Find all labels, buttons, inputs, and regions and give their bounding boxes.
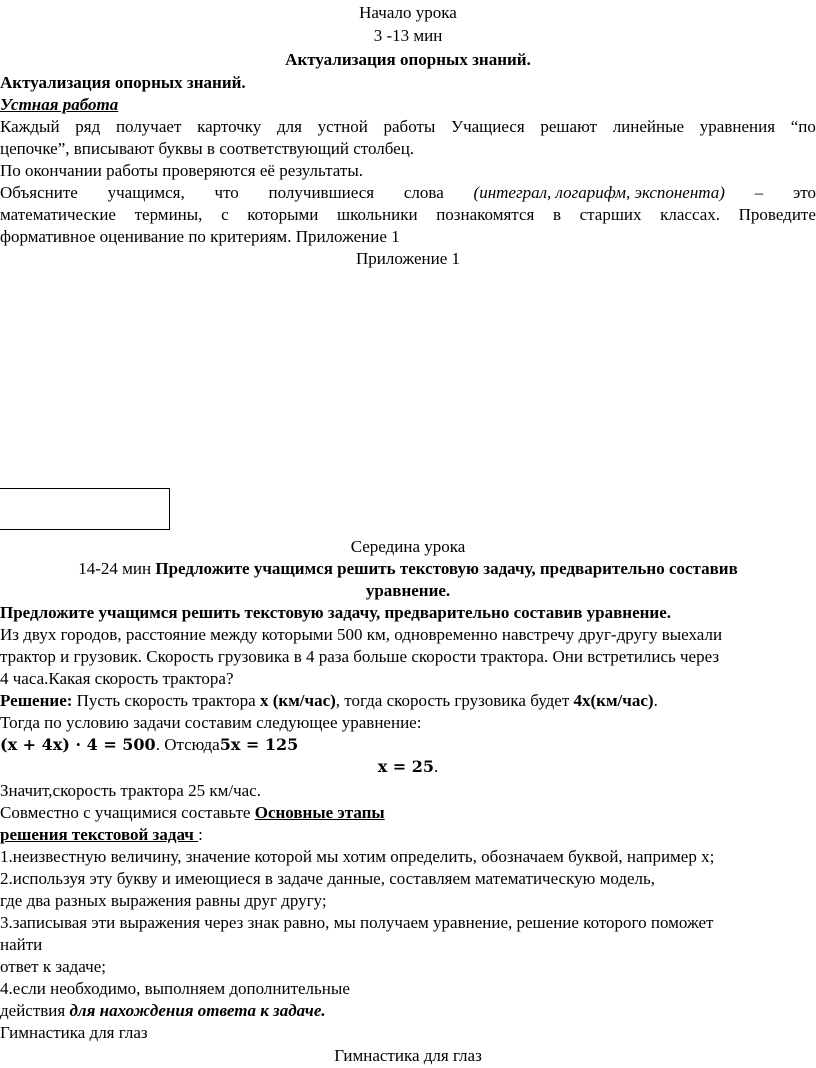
word: Учащиеся	[451, 117, 525, 136]
equation-3: 𝐱 = 𝟐𝟓	[377, 757, 435, 776]
step-3-line-2: найти	[0, 935, 43, 954]
step-2-line-2: где два разных выражения равны друг другу;	[0, 891, 327, 910]
word: это	[792, 183, 816, 202]
equation-3-tail: .	[434, 757, 439, 776]
solution-label: Решение:	[0, 691, 73, 710]
equation-line-1	[0, 734, 298, 756]
step-3-line-1: 3.записывая эти выражения через знак равно, мы получаем уравнение, решение которого поможет	[0, 913, 714, 932]
word: получившиеся	[268, 183, 375, 202]
word: устной	[317, 117, 368, 136]
equation-1-tail: . Отсюда	[155, 735, 220, 754]
task-line-1: Из двух городов, расстояние между которыми 500 км, одновременно навстречу друг-другу выехали	[0, 625, 723, 644]
condition-line: Тогда по условию задачи составим следующее уравнение:	[0, 713, 422, 732]
task-line-2: трактор и грузовик. Скорость грузовика в 4 раза больше скорости трактора. Они встретились через	[0, 647, 720, 666]
eye-gymnastics-line-1	[0, 1022, 148, 1044]
stages-heading-b: решения текстовой задач	[0, 825, 199, 844]
paragraph-1-line-1	[0, 116, 816, 138]
word: Объясните	[0, 183, 78, 202]
section-heading-1: Актуализация опорных знаний.	[0, 73, 246, 92]
word: (интеграл, логарифм, экспонента)	[473, 183, 725, 202]
step-2-line-1: 2.используя эту букву и имеющиеся в задаче данные, составляем математическую модель,	[0, 869, 656, 888]
equation-line-2	[0, 756, 816, 778]
paragraph-2: По окончании работы проверяются её результаты.	[0, 161, 363, 180]
eye-gymnastics-line-2	[0, 1045, 816, 1067]
word: получает	[115, 117, 182, 136]
solution-var-4x: 4x(км/час)	[573, 691, 654, 710]
eye-gymnastics-text-1: Гимнастика для глаз	[0, 1023, 148, 1042]
stages-colon: :	[198, 825, 203, 844]
word: познакомятся	[436, 205, 535, 224]
section-title-2-line-1	[0, 558, 816, 580]
together-line	[0, 802, 385, 824]
step-1: 1.неизвестную величину, значение которой мы хотим определить, обозначаем буквой, например х;	[0, 847, 715, 866]
lesson-start-label: Начало урока	[359, 3, 457, 22]
section-title-2-text: Предложите учащимся решить текстовую задачу, предварительно составив	[155, 559, 738, 578]
section-title-2-line-2: уравнение.	[365, 581, 451, 600]
stages-heading-a: Основные этапы	[254, 803, 385, 822]
together-text: Совместно с учащимися составьте	[0, 803, 255, 822]
solution-text-c: , тогда скорость грузовика будет	[335, 691, 574, 710]
word: что	[214, 183, 239, 202]
task-line-3: 4 часа.Какая скорость трактора?	[0, 669, 234, 688]
section-title-1-text: Актуализация опорных знаний.	[285, 50, 531, 69]
empty-frame-box	[0, 488, 170, 530]
step-4-line-1: 4.если необходимо, выполняем дополнительные	[0, 979, 350, 998]
appendix-link[interactable]: Приложение 1	[295, 227, 400, 246]
word: ряд	[75, 117, 101, 136]
section-heading-2: Предложите учащимся решить текстовую задачу, предварительно составив уравнение.	[0, 603, 672, 622]
word: которыми	[247, 205, 319, 224]
step-4-plain: действия	[0, 1001, 70, 1020]
paragraph-3-line-2	[0, 204, 816, 226]
word: термины,	[134, 205, 203, 224]
eye-gymnastics-text-2: Гимнастика для глаз	[334, 1046, 482, 1065]
word: Каждый	[0, 117, 60, 136]
word: работы	[383, 117, 436, 136]
word: “по	[790, 117, 816, 136]
step-4-line-2	[0, 1000, 326, 1022]
solution-line	[0, 690, 658, 712]
word: классах.	[660, 205, 721, 224]
word: решают	[540, 117, 597, 136]
word: старших	[579, 205, 642, 224]
word: –	[754, 183, 764, 202]
equation-1: (𝐱 + 𝟒𝐱) · 𝟒 = 𝟓𝟎𝟎	[0, 735, 156, 754]
word: Проведите	[738, 205, 816, 224]
solution-var-x: x (км/час)	[259, 691, 336, 710]
solution-text-a: Пусть скорость трактора	[72, 691, 260, 710]
step-3-line-3: ответ к задаче;	[0, 957, 106, 976]
oral-work-subheading: Устная работа	[0, 95, 119, 114]
solution-text-e: .	[653, 691, 658, 710]
equation-2: 𝟓𝐱 = 𝟏𝟐𝟓	[219, 735, 299, 754]
time-range-1: 3 -13 мин	[373, 26, 443, 45]
word: карточку	[197, 117, 262, 136]
paragraph-3-line-1	[0, 182, 816, 204]
word: в	[552, 205, 561, 224]
word: с	[221, 205, 229, 224]
paragraph-1-line-2: цепочке”, вписывают буквы в соответствующий столбец.	[0, 139, 415, 158]
appendix-caption: Приложение 1	[356, 249, 460, 268]
stages-line	[0, 824, 203, 846]
word: линейные	[612, 117, 685, 136]
time-range-2: 14-24 мин	[78, 559, 152, 578]
word: математические	[0, 205, 116, 224]
word: уравнения	[699, 117, 776, 136]
section-title-1	[0, 49, 816, 71]
step-4-emphasis: для нахождения ответа к задаче.	[69, 1001, 326, 1020]
word: учащимся,	[107, 183, 185, 202]
lesson-middle-label: Середина урока	[350, 537, 466, 556]
paragraph-3-line-3	[0, 226, 400, 248]
paragraph-3-text: формативное оценивание по критериям.	[0, 227, 292, 246]
answer-line: Значит,скорость трактора 25 км/час.	[0, 781, 261, 800]
word: школьники	[337, 205, 418, 224]
word: слова	[403, 183, 444, 202]
word: для	[276, 117, 302, 136]
